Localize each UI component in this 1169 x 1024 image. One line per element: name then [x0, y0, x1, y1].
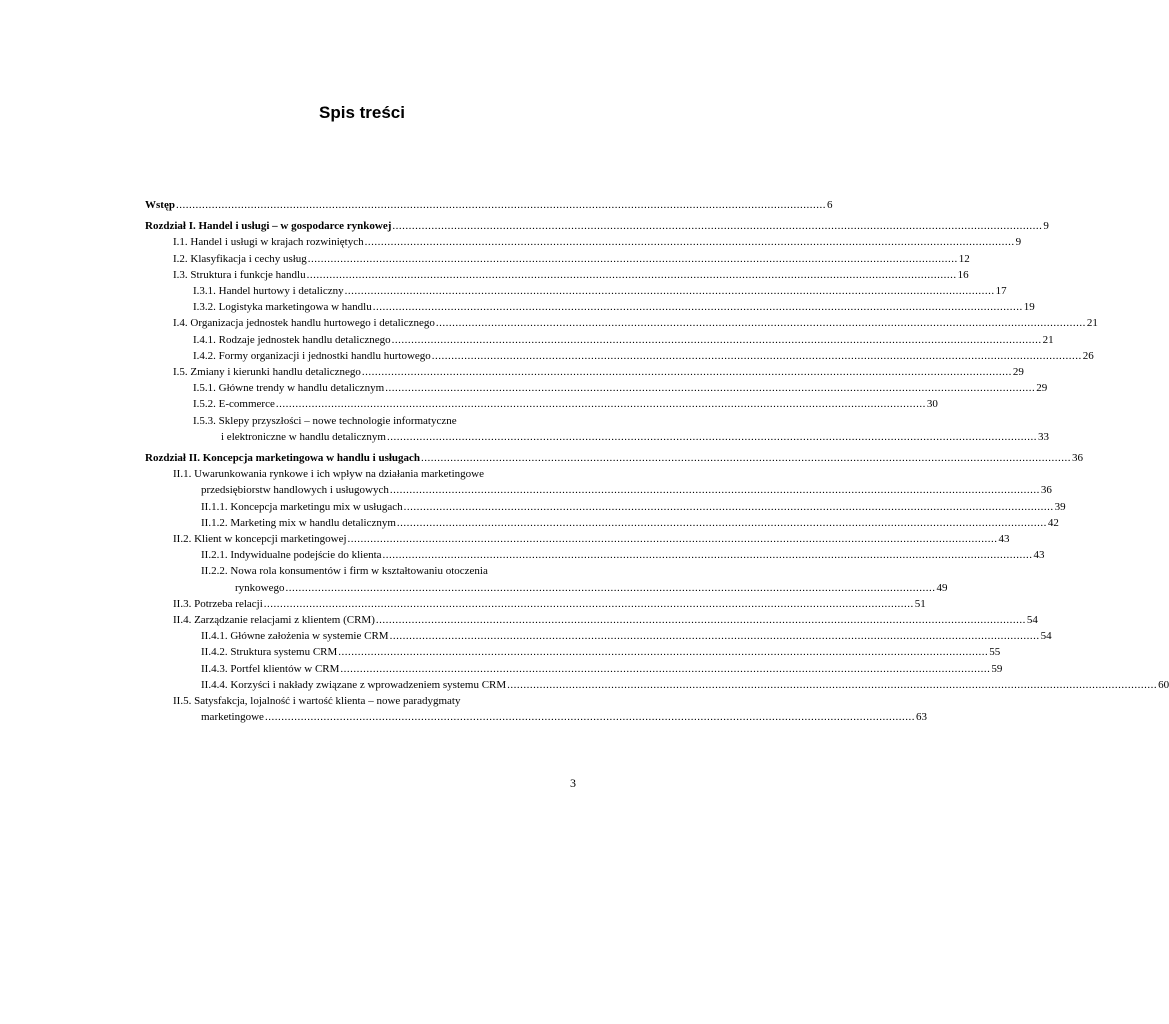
toc-entry-1-1 [145, 234, 1022, 250]
toc-entry-title: Wstęp [145, 199, 175, 211]
toc-entry-title: I.4.2. Formy organizacji i jednostki handlu hurtowego [193, 349, 431, 362]
toc-entry-1-5 [145, 364, 1024, 380]
toc-entry-chapter-2 [145, 450, 1084, 466]
toc-entry-title: II.4.3. Portfel klientów w CRM [201, 662, 340, 675]
toc-entry-title: I.4. Organizacja jednostek handlu hurtowego i detalicznego [173, 317, 435, 330]
toc-entry-2-4 [145, 612, 1038, 628]
dot-leader: ........................................................................................................................................................................................................ [403, 500, 1054, 513]
toc-entry-2-2-2 [145, 563, 573, 579]
toc-entry-2-4-3 [145, 661, 1003, 677]
toc-entry-page: 16 [957, 268, 969, 281]
toc-entry-page: 54 [1040, 630, 1052, 643]
toc-entry-page: 9 [1043, 220, 1049, 233]
toc-entry-title: i elektroniczne w handlu detalicznym [221, 430, 386, 443]
toc-entry-1-3-2 [145, 299, 1035, 315]
dot-leader: ........................................................................................................................................................................................................ [435, 317, 1086, 330]
dot-leader: ........................................................................................................................................................................................................ [507, 678, 1158, 691]
page-title: Spis treści [319, 103, 405, 122]
toc-entry-1-3 [145, 267, 969, 283]
toc-entry-1-4-2 [145, 348, 1094, 364]
toc-entry-title: marketingowe [201, 711, 264, 724]
toc-entry-page: 36 [1040, 484, 1052, 497]
toc-entry-1-2 [145, 251, 970, 267]
dot-leader: ........................................................................................................................................................................................................ [307, 252, 958, 265]
toc-entry-title: Rozdział I. Handel i usługi – w gospodarce rynkowej [145, 220, 392, 233]
toc-entry-title-line1: II.2.2. Nowa rola konsumentów i firm w kształtowaniu otoczenia [201, 565, 488, 578]
dot-leader: ........................................................................................................................................................................................................ [361, 366, 1012, 379]
dot-leader: ........................................................................................................................................................................................................ [392, 220, 1043, 233]
toc-entry-2-4-4 [145, 677, 1169, 693]
toc-entry-title: II.4.1. Główne założenia w systemie CRM [201, 630, 389, 643]
toc-entry-page: 51 [914, 597, 926, 610]
toc-entry-2-4-1 [145, 628, 1052, 644]
dot-leader: ........................................................................................................................................................................................................ [347, 533, 998, 546]
dot-leader: ........................................................................................................................................................................................................ [385, 382, 1036, 395]
dot-leader: ........................................................................................................................................................................................................ [306, 268, 957, 281]
toc-entry-2-3 [145, 596, 926, 612]
toc-entry-title: II.2.1. Indywidualne podejście do klienta [201, 549, 382, 562]
dot-leader: ........................................................................................................................................................................................................ [431, 349, 1082, 362]
toc-entry-title-line1: I.5.3. Sklepy przyszłości – nowe technologie informatyczne [193, 414, 457, 427]
toc-entry-page: 59 [991, 662, 1003, 675]
toc-entry-title: I.4.1. Rodzaje jednostek handlu detalicznego [193, 333, 391, 346]
dot-leader: ........................................................................................................................................................................................................ [391, 333, 1042, 346]
toc-entry-2-5-cont [145, 709, 927, 725]
toc-entry-page: 43 [998, 533, 1010, 546]
toc-entry-title-line1: II.1. Uwarunkowania rynkowe i ich wpływ na działania marketingowe [173, 468, 484, 481]
toc-entry-page: 42 [1047, 516, 1059, 529]
toc-entry-page: 63 [915, 711, 927, 724]
dot-leader: ........................................................................................................................................................................................................ [372, 301, 1023, 314]
table-of-contents [145, 197, 1169, 726]
toc-entry-page: 26 [1082, 349, 1094, 362]
dot-leader: ........................................................................................................................................................................................................ [340, 662, 991, 675]
dot-leader: ........................................................................................................................................................................................................ [421, 452, 1072, 465]
toc-entry-page: 21 [1042, 333, 1054, 346]
dot-leader: ........................................................................................................................................................................................................ [175, 199, 826, 211]
toc-entry-title: I.5.2. E-commerce [193, 398, 275, 411]
toc-entry-title: I.3.1. Handel hurtowy i detaliczny [193, 285, 344, 298]
toc-entry-title: przedsiębiorstw handlowych i usługowych [201, 484, 389, 497]
toc-entry-page: 54 [1026, 614, 1038, 627]
dot-leader: ........................................................................................................................................................................................................ [396, 516, 1047, 529]
toc-entry-page: 30 [926, 398, 938, 411]
dot-leader: ........................................................................................................................................................................................................ [263, 597, 914, 610]
dot-leader: ........................................................................................................................................................................................................ [285, 581, 936, 594]
toc-entry-1-5-2 [145, 396, 938, 412]
toc-entry-2-1-1 [145, 499, 1066, 515]
toc-entry-title: II.3. Potrzeba relacji [173, 597, 263, 610]
toc-entry-page: 19 [1023, 301, 1035, 314]
toc-entry-wstep [145, 197, 833, 213]
dot-leader: ........................................................................................................................................................................................................ [275, 398, 926, 411]
toc-entry-page: 21 [1086, 317, 1098, 330]
toc-entry-1-5-1 [145, 380, 1048, 396]
toc-entry-2-1-cont [145, 482, 1052, 498]
toc-entry-2-4-2 [145, 644, 1001, 660]
toc-entry-title: Rozdział II. Koncepcja marketingowa w handlu i usługach [145, 452, 421, 465]
toc-entry-title: I.2. Klasyfikacja i cechy usług [173, 252, 307, 265]
toc-entry-1-5-3-cont [145, 429, 1049, 445]
toc-entry-page: 9 [1015, 236, 1022, 249]
toc-entry-1-4 [145, 315, 1098, 331]
toc-entry-title: II.1.1. Koncepcja marketingu mix w usługach [201, 500, 403, 513]
toc-entry-1-4-1 [145, 332, 1054, 348]
toc-entry-title: I.3.2. Logistyka marketingowa w handlu [193, 301, 372, 314]
toc-entry-chapter-1 [145, 218, 1049, 234]
toc-entry-title: I.1. Handel i usługi w krajach rozwiniętych [173, 236, 364, 249]
dot-leader: ........................................................................................................................................................................................................ [389, 484, 1040, 497]
toc-entry-title: II.4.4. Korzyści i nakłady związane z wprowadzeniem systemu CRM [201, 678, 507, 691]
dot-leader: ........................................................................................................................................................................................................ [375, 614, 1026, 627]
toc-entry-page: 17 [995, 285, 1007, 298]
dot-leader: ........................................................................................................................................................................................................ [386, 430, 1037, 443]
dot-leader: ........................................................................................................................................................................................................ [389, 630, 1040, 643]
toc-entry-page: 55 [989, 646, 1001, 659]
toc-entry-2-2 [145, 531, 1010, 547]
toc-entry-1-3-1 [145, 283, 1007, 299]
toc-entry-page: 49 [936, 581, 948, 594]
dot-leader: ........................................................................................................................................................................................................ [382, 549, 1033, 562]
toc-entry-page: 33 [1037, 430, 1049, 443]
toc-entry-title: II.1.2. Marketing mix w handlu detalicznym [201, 516, 396, 529]
toc-entry-page: 43 [1033, 549, 1045, 562]
dot-leader: ........................................................................................................................................................................................................ [344, 285, 995, 298]
toc-entry-2-1-2 [145, 515, 1059, 531]
toc-entry-1-5-3 [145, 413, 573, 429]
page-number: 3 [570, 776, 576, 790]
toc-entry-2-2-2-cont [145, 580, 948, 596]
toc-entry-page: 36 [1072, 452, 1084, 465]
toc-entry-title: I.3. Struktura i funkcje handlu [173, 268, 306, 281]
dot-leader: ........................................................................................................................................................................................................ [364, 236, 1015, 249]
toc-entry-page: 12 [958, 252, 970, 265]
toc-entry-title-line1: II.5. Satysfakcja, lojalność i wartość klienta – nowe paradygmaty [173, 695, 461, 708]
toc-entry-2-2-1 [145, 547, 1045, 563]
toc-entry-title: I.5. Zmiany i kierunki handlu detalicznego [173, 366, 361, 379]
toc-entry-page: 29 [1036, 382, 1048, 395]
dot-leader: ........................................................................................................................................................................................................ [264, 711, 915, 724]
toc-entry-page: 29 [1012, 366, 1024, 379]
toc-entry-title: II.4. Zarządzanie relacjami z klientem (CRM) [173, 614, 375, 627]
toc-entry-page: 39 [1054, 500, 1066, 513]
toc-entry-page: 60 [1158, 678, 1169, 691]
toc-entry-title: II.4.2. Struktura systemu CRM [201, 646, 338, 659]
dot-leader: ........................................................................................................................................................................................................ [338, 646, 989, 659]
toc-entry-title: I.5.1. Główne trendy w handlu detalicznym [193, 382, 385, 395]
toc-entry-title: II.2. Klient w koncepcji marketingowej [173, 533, 347, 546]
toc-entry-2-5 [145, 693, 573, 709]
toc-entry-2-1 [145, 466, 573, 482]
toc-entry-title: rynkowego [235, 581, 285, 594]
toc-entry-page: 6 [826, 199, 833, 211]
